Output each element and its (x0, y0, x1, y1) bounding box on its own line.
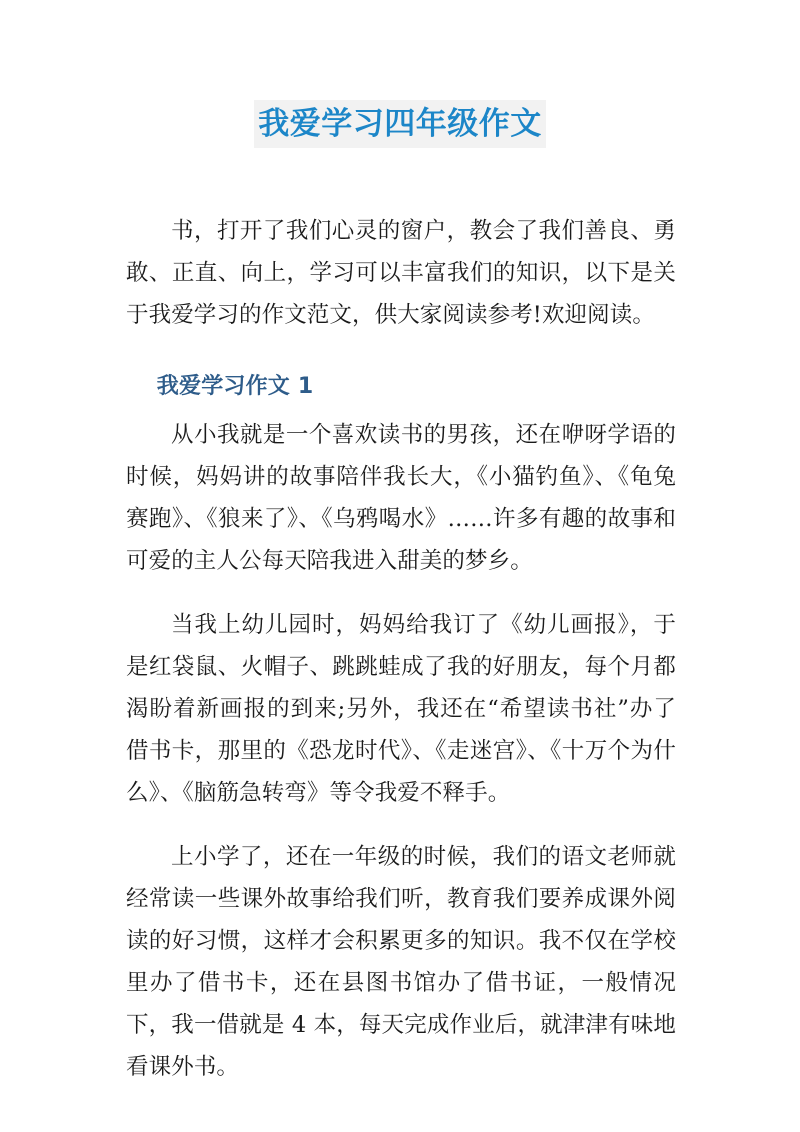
document-body (126, 210, 676, 1110)
intro-paragraph: 书，打开了我们心灵的窗户，教会了我们善良、勇敢、正直、向上，学习可以丰富我们的知识，以下是关于我爱学习的作文范文，供大家阅读参考!欢迎阅读。 (126, 218, 676, 328)
section-1-paragraph-1: 从小我就是一个喜欢读书的男孩，还在咿呀学语的时候，妈妈讲的故事陪伴我长大，《小猫钓鱼》、《龟兔赛跑》、《狼来了》、《乌鸦喝水》……许多有趣的故事和可爱的主人公每天陪我进入甜美的梦乡。 (126, 422, 676, 574)
document-title-container (0, 100, 800, 148)
page-title: 我爱学习四年级作文 (254, 100, 546, 148)
section-1-paragraph-3: 上小学了，还在一年级的时候，我们的语文老师就经常读一些课外故事给我们听，教育我们要养成课外阅读的好习惯，这样才会积累更多的知识。我不仅在学校里办了借书卡，还在县图书馆办了借书证，一般情况下，我一借就是 4 本，每天完成作业后，就津津有味地看课外书。 (126, 844, 676, 1080)
section-heading-1: 我爱学习作文 1 (156, 374, 314, 399)
section-1-paragraph-2: 当我上幼儿园时，妈妈给我订了《幼儿画报》，于是红袋鼠、火帽子、跳跳蛙成了我的好朋友，每个月都渴盼着新画报的到来;另外，我还在“希望读书社”办了借书卡，那里的《恐龙时代》、《走迷宫》、《十万个为什么》、《脑筋急转弯》等令我爱不释手。 (126, 612, 676, 806)
